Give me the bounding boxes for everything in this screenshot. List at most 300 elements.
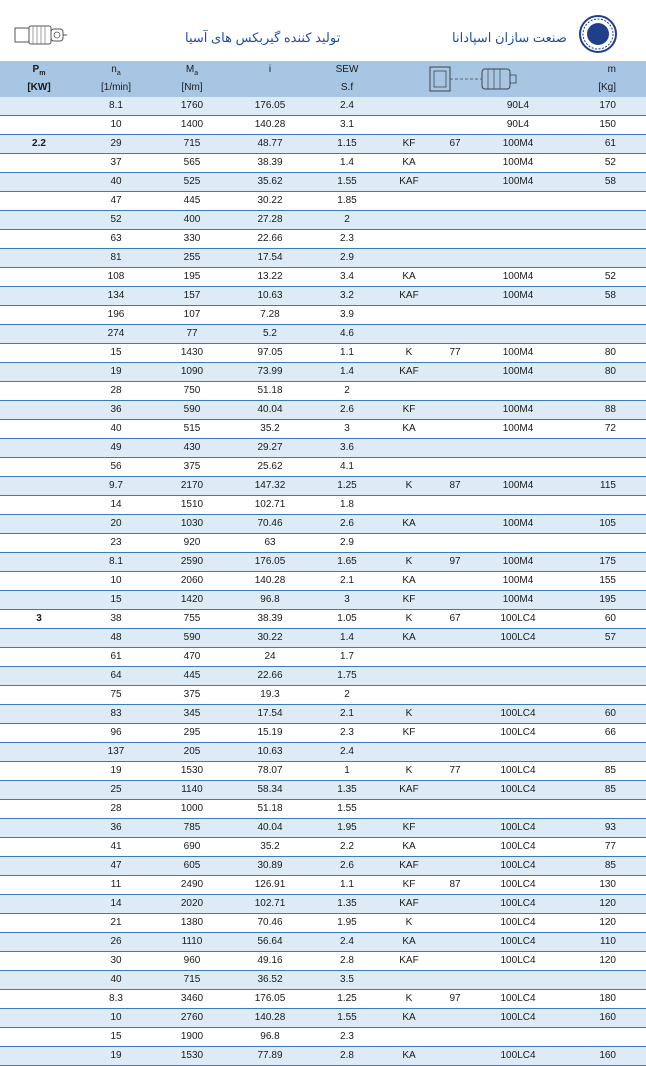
motor-cell: 100M4 — [476, 420, 560, 439]
output-torque-cell: 715 — [154, 135, 230, 154]
motor-cell: 100M4 — [476, 344, 560, 363]
motor-cell — [476, 648, 560, 667]
type-cell — [384, 743, 434, 762]
table-row — [0, 629, 646, 648]
type-cell: K — [384, 553, 434, 572]
size-cell — [434, 781, 476, 800]
power-cell — [0, 287, 78, 306]
motor-cell: 100LC4 — [476, 724, 560, 743]
output-torque-cell: 785 — [154, 819, 230, 838]
output-speed-cell: 96 — [78, 724, 154, 743]
service-factor-cell: 2 — [310, 686, 384, 705]
unit-mass: [Kg] — [560, 79, 646, 97]
service-factor-cell: 1.35 — [310, 895, 384, 914]
mass-cell: 130 — [560, 876, 646, 895]
size-cell — [434, 686, 476, 705]
output-torque-cell: 255 — [154, 249, 230, 268]
table-row — [0, 648, 646, 667]
output-speed-cell: 37 — [78, 154, 154, 173]
ratio-cell: 176.05 — [230, 990, 310, 1009]
motor-cell: 100LC4 — [476, 838, 560, 857]
ratio-cell: 38.39 — [230, 154, 310, 173]
output-speed-cell: 64 — [78, 667, 154, 686]
output-torque-cell: 1380 — [154, 914, 230, 933]
table-row — [0, 439, 646, 458]
col-motor-drawing — [384, 61, 560, 97]
mass-cell: 60 — [560, 705, 646, 724]
output-torque-cell: 565 — [154, 154, 230, 173]
size-cell: 77 — [434, 344, 476, 363]
power-cell — [0, 895, 78, 914]
type-cell: KA — [384, 268, 434, 287]
power-cell — [0, 306, 78, 325]
output-torque-cell: 2490 — [154, 876, 230, 895]
motor-cell — [476, 496, 560, 515]
power-cell — [0, 249, 78, 268]
motor-cell — [476, 249, 560, 268]
type-cell: KF — [384, 401, 434, 420]
page-title: تولید کننده گیربکس های آسیا — [185, 30, 341, 45]
output-speed-cell: 19 — [78, 762, 154, 781]
table-row — [0, 249, 646, 268]
service-factor-cell: 2.9 — [310, 249, 384, 268]
ratio-cell: 96.8 — [230, 1028, 310, 1047]
type-cell: KA — [384, 1047, 434, 1066]
service-factor-cell: 2.3 — [310, 230, 384, 249]
type-cell: KAF — [384, 781, 434, 800]
motor-cell: 100LC4 — [476, 819, 560, 838]
service-factor-cell: 1.85 — [310, 192, 384, 211]
output-torque-cell: 605 — [154, 857, 230, 876]
power-cell — [0, 876, 78, 895]
type-cell — [384, 192, 434, 211]
output-torque-cell: 330 — [154, 230, 230, 249]
col-ma: $M_a$ — [154, 61, 230, 79]
mass-cell — [560, 230, 646, 249]
power-cell — [0, 1009, 78, 1028]
table-row — [0, 876, 646, 895]
ratio-cell: 5.2 — [230, 325, 310, 344]
power-cell — [0, 230, 78, 249]
size-cell — [434, 173, 476, 192]
ratio-cell: 56.64 — [230, 933, 310, 952]
motor-cell: 100M4 — [476, 553, 560, 572]
output-speed-cell: 28 — [78, 382, 154, 401]
type-cell — [384, 648, 434, 667]
size-cell — [434, 116, 476, 135]
ratio-cell: 73.99 — [230, 363, 310, 382]
company-circle-logo-icon — [578, 14, 618, 54]
motor-cell: 100LC4 — [476, 705, 560, 724]
motor-cell — [476, 211, 560, 230]
size-cell — [434, 667, 476, 686]
ratio-cell: 176.05 — [230, 97, 310, 116]
mass-cell — [560, 458, 646, 477]
table-row — [0, 1047, 646, 1066]
output-torque-cell: 375 — [154, 458, 230, 477]
power-cell — [0, 762, 78, 781]
output-torque-cell: 205 — [154, 743, 230, 762]
output-torque-cell: 1760 — [154, 97, 230, 116]
ratio-cell: 78.07 — [230, 762, 310, 781]
service-factor-cell: 1.55 — [310, 1009, 384, 1028]
output-speed-cell: 15 — [78, 591, 154, 610]
unit-sew: S.f — [310, 79, 384, 97]
service-factor-cell: 1.75 — [310, 667, 384, 686]
size-cell — [434, 382, 476, 401]
power-cell — [0, 325, 78, 344]
motor-cell: 100LC4 — [476, 610, 560, 629]
table-row — [0, 800, 646, 819]
power-cell — [0, 401, 78, 420]
ratio-cell: 140.28 — [230, 572, 310, 591]
table-row — [0, 116, 646, 135]
power-cell: 3 — [0, 610, 78, 629]
mass-cell: 61 — [560, 135, 646, 154]
motor-cell: 100M4 — [476, 268, 560, 287]
power-cell — [0, 420, 78, 439]
ratio-cell: 140.28 — [230, 116, 310, 135]
output-torque-cell: 157 — [154, 287, 230, 306]
power-cell — [0, 268, 78, 287]
mass-cell: 72 — [560, 420, 646, 439]
output-speed-cell: 48 — [78, 629, 154, 648]
size-cell: 87 — [434, 876, 476, 895]
ratio-cell: 10.63 — [230, 287, 310, 306]
output-torque-cell: 755 — [154, 610, 230, 629]
output-torque-cell: 195 — [154, 268, 230, 287]
ratio-cell: 29.27 — [230, 439, 310, 458]
ratio-cell: 30.22 — [230, 629, 310, 648]
motor-cell: 100LC4 — [476, 990, 560, 1009]
type-cell: KA — [384, 154, 434, 173]
motor-cell — [476, 534, 560, 553]
power-cell — [0, 458, 78, 477]
col-mass: m — [560, 61, 646, 79]
table-row — [0, 230, 646, 249]
motor-cell: 100LC4 — [476, 629, 560, 648]
motor-cell: 100M4 — [476, 515, 560, 534]
output-speed-cell: 61 — [78, 648, 154, 667]
output-speed-cell: 10 — [78, 116, 154, 135]
type-cell — [384, 306, 434, 325]
service-factor-cell: 1.8 — [310, 496, 384, 515]
output-speed-cell: 40 — [78, 971, 154, 990]
power-cell — [0, 629, 78, 648]
ratio-cell: 40.04 — [230, 401, 310, 420]
power-cell — [0, 534, 78, 553]
ratio-cell: 27.28 — [230, 211, 310, 230]
service-factor-cell: 1 — [310, 762, 384, 781]
table-row — [0, 458, 646, 477]
ratio-cell: 30.89 — [230, 857, 310, 876]
service-factor-cell: 2.4 — [310, 933, 384, 952]
service-factor-cell: 1.7 — [310, 648, 384, 667]
output-speed-cell: 26 — [78, 933, 154, 952]
service-factor-cell: 2.6 — [310, 857, 384, 876]
type-cell — [384, 439, 434, 458]
mass-cell — [560, 534, 646, 553]
table-row — [0, 515, 646, 534]
mass-cell: 170 — [560, 97, 646, 116]
mass-cell: 57 — [560, 629, 646, 648]
output-torque-cell: 2060 — [154, 572, 230, 591]
power-cell — [0, 667, 78, 686]
output-torque-cell: 525 — [154, 173, 230, 192]
type-cell: K — [384, 344, 434, 363]
unit-i — [230, 79, 310, 97]
table-row — [0, 534, 646, 553]
output-speed-cell: 8.3 — [78, 990, 154, 1009]
table-row — [0, 971, 646, 990]
size-cell: 97 — [434, 990, 476, 1009]
motor-cell: 100LC4 — [476, 1009, 560, 1028]
power-cell — [0, 192, 78, 211]
mass-cell — [560, 971, 646, 990]
output-speed-cell: 81 — [78, 249, 154, 268]
mass-cell: 155 — [560, 572, 646, 591]
table-row — [0, 287, 646, 306]
power-cell — [0, 686, 78, 705]
size-cell — [434, 268, 476, 287]
table-row — [0, 382, 646, 401]
output-torque-cell: 715 — [154, 971, 230, 990]
size-cell — [434, 401, 476, 420]
type-cell: K — [384, 990, 434, 1009]
motor-cell: 100M4 — [476, 173, 560, 192]
table-row — [0, 933, 646, 952]
mass-cell: 115 — [560, 477, 646, 496]
size-cell — [434, 743, 476, 762]
output-speed-cell: 52 — [78, 211, 154, 230]
output-speed-cell: 28 — [78, 800, 154, 819]
output-speed-cell: 11 — [78, 876, 154, 895]
service-factor-cell: 1.35 — [310, 781, 384, 800]
type-cell: K — [384, 762, 434, 781]
output-torque-cell: 2590 — [154, 553, 230, 572]
output-torque-cell: 400 — [154, 211, 230, 230]
table-row — [0, 857, 646, 876]
service-factor-cell: 1.4 — [310, 363, 384, 382]
ratio-cell: 35.2 — [230, 838, 310, 857]
mass-cell: 60 — [560, 610, 646, 629]
motor-cell: 100M4 — [476, 363, 560, 382]
type-cell: K — [384, 610, 434, 629]
type-cell: KA — [384, 838, 434, 857]
output-speed-cell: 21 — [78, 914, 154, 933]
service-factor-cell: 3.9 — [310, 306, 384, 325]
motor-cell — [476, 686, 560, 705]
power-cell — [0, 154, 78, 173]
output-speed-cell: 56 — [78, 458, 154, 477]
power-cell — [0, 173, 78, 192]
size-cell — [434, 933, 476, 952]
output-torque-cell: 960 — [154, 952, 230, 971]
motor-cell — [476, 230, 560, 249]
ratio-cell: 126.91 — [230, 876, 310, 895]
power-cell — [0, 116, 78, 135]
type-cell: KF — [384, 819, 434, 838]
motor-cell: 100LC4 — [476, 952, 560, 971]
output-torque-cell: 77 — [154, 325, 230, 344]
power-cell — [0, 211, 78, 230]
motor-cell: 100LC4 — [476, 914, 560, 933]
type-cell: KF — [384, 135, 434, 154]
service-factor-cell: 1.15 — [310, 135, 384, 154]
mass-cell — [560, 1028, 646, 1047]
mass-cell — [560, 686, 646, 705]
output-torque-cell: 1510 — [154, 496, 230, 515]
ratio-cell: 97.05 — [230, 344, 310, 363]
size-cell — [434, 591, 476, 610]
size-cell — [434, 705, 476, 724]
mass-cell — [560, 496, 646, 515]
ratio-cell: 40.04 — [230, 819, 310, 838]
output-torque-cell: 107 — [154, 306, 230, 325]
type-cell — [384, 382, 434, 401]
power-cell — [0, 97, 78, 116]
type-cell: KA — [384, 933, 434, 952]
output-speed-cell: 36 — [78, 401, 154, 420]
motor-cell — [476, 800, 560, 819]
service-factor-cell: 1.95 — [310, 914, 384, 933]
ratio-cell: 96.8 — [230, 591, 310, 610]
size-cell: 77 — [434, 762, 476, 781]
motor-cell: 100LC4 — [476, 762, 560, 781]
service-factor-cell: 3.5 — [310, 971, 384, 990]
output-speed-cell: 40 — [78, 420, 154, 439]
mass-cell — [560, 306, 646, 325]
size-cell — [434, 439, 476, 458]
motor-cell: 100LC4 — [476, 876, 560, 895]
power-cell: 2.2 — [0, 135, 78, 154]
mass-cell — [560, 648, 646, 667]
motor-cell — [476, 306, 560, 325]
page-header — [0, 0, 646, 60]
output-torque-cell: 1090 — [154, 363, 230, 382]
motor-cell — [476, 1028, 560, 1047]
table-row — [0, 553, 646, 572]
mass-cell: 80 — [560, 363, 646, 382]
motor-cell — [476, 971, 560, 990]
mass-cell: 120 — [560, 914, 646, 933]
size-cell — [434, 572, 476, 591]
size-cell — [434, 800, 476, 819]
ratio-cell: 140.28 — [230, 1009, 310, 1028]
table-row — [0, 667, 646, 686]
size-cell — [434, 154, 476, 173]
output-torque-cell: 1530 — [154, 762, 230, 781]
type-cell: KA — [384, 572, 434, 591]
service-factor-cell: 3.6 — [310, 439, 384, 458]
service-factor-cell: 2.6 — [310, 401, 384, 420]
output-torque-cell: 470 — [154, 648, 230, 667]
col-pm: $P_m$ — [0, 61, 78, 79]
service-factor-cell: 2.9 — [310, 534, 384, 553]
motor-cell: 100LC4 — [476, 1047, 560, 1066]
type-cell — [384, 496, 434, 515]
service-factor-cell: 1.25 — [310, 990, 384, 1009]
output-speed-cell: 29 — [78, 135, 154, 154]
output-speed-cell: 38 — [78, 610, 154, 629]
ratio-cell: 19.3 — [230, 686, 310, 705]
mass-cell: 195 — [560, 591, 646, 610]
output-speed-cell: 75 — [78, 686, 154, 705]
size-cell — [434, 971, 476, 990]
type-cell: KA — [384, 420, 434, 439]
type-cell — [384, 211, 434, 230]
size-cell — [434, 363, 476, 382]
service-factor-cell: 1.1 — [310, 876, 384, 895]
mass-cell: 58 — [560, 173, 646, 192]
size-cell: 67 — [434, 135, 476, 154]
table-row — [0, 724, 646, 743]
size-cell — [434, 952, 476, 971]
service-factor-cell: 3.2 — [310, 287, 384, 306]
motor-cell: 90L4 — [476, 97, 560, 116]
table-row — [0, 591, 646, 610]
output-speed-cell: 47 — [78, 192, 154, 211]
size-cell — [434, 325, 476, 344]
type-cell: KA — [384, 515, 434, 534]
service-factor-cell: 1.65 — [310, 553, 384, 572]
output-speed-cell: 15 — [78, 1028, 154, 1047]
power-cell — [0, 344, 78, 363]
type-cell: K — [384, 914, 434, 933]
table-row — [0, 1009, 646, 1028]
mass-cell: 52 — [560, 268, 646, 287]
output-speed-cell: 8.1 — [78, 97, 154, 116]
size-cell — [434, 458, 476, 477]
output-speed-cell: 41 — [78, 838, 154, 857]
table-row — [0, 705, 646, 724]
mass-cell: 85 — [560, 857, 646, 876]
output-speed-cell: 23 — [78, 534, 154, 553]
col-sew: SEW — [310, 61, 384, 79]
table-row — [0, 401, 646, 420]
ratio-cell: 22.66 — [230, 230, 310, 249]
motor-cell — [476, 458, 560, 477]
motor-cell: 100M4 — [476, 591, 560, 610]
ratio-cell: 17.54 — [230, 705, 310, 724]
type-cell — [384, 230, 434, 249]
type-cell — [384, 97, 434, 116]
output-torque-cell: 445 — [154, 192, 230, 211]
ratio-cell: 38.39 — [230, 610, 310, 629]
power-cell — [0, 952, 78, 971]
table-row — [0, 135, 646, 154]
mass-cell — [560, 439, 646, 458]
output-speed-cell: 30 — [78, 952, 154, 971]
output-torque-cell: 690 — [154, 838, 230, 857]
service-factor-cell: 3 — [310, 591, 384, 610]
type-cell — [384, 800, 434, 819]
output-speed-cell: 47 — [78, 857, 154, 876]
motor-cell — [476, 192, 560, 211]
header-row — [0, 61, 646, 79]
service-factor-cell: 4.1 — [310, 458, 384, 477]
service-factor-cell: 1.05 — [310, 610, 384, 629]
ratio-cell: 7.28 — [230, 306, 310, 325]
mass-cell: 160 — [560, 1047, 646, 1066]
mass-cell: 160 — [560, 1009, 646, 1028]
ratio-cell: 176.05 — [230, 553, 310, 572]
mass-cell: 77 — [560, 838, 646, 857]
power-cell — [0, 439, 78, 458]
type-cell — [384, 116, 434, 135]
output-torque-cell: 590 — [154, 629, 230, 648]
power-cell — [0, 933, 78, 952]
